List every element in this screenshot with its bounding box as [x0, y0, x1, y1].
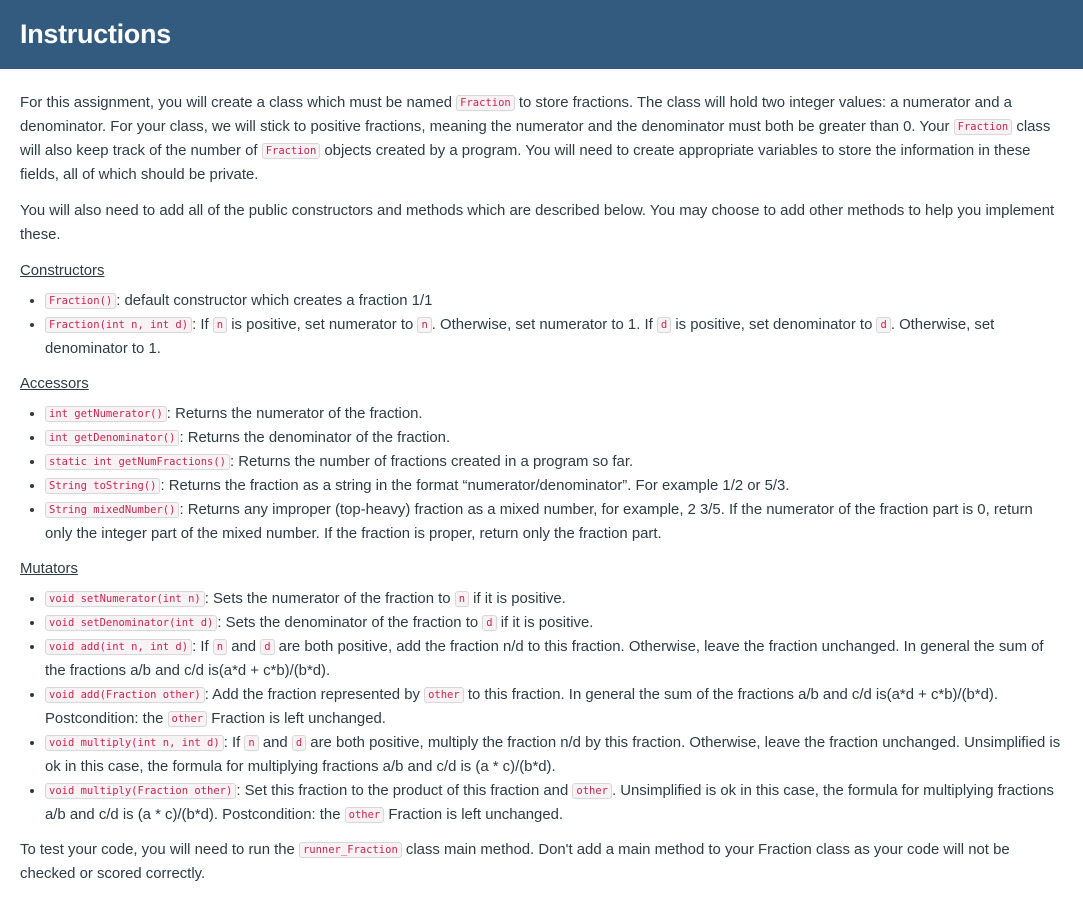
list-item: • void multiply(Fraction other) : Set this fraction to the product of this fraction and other . Unsimplified is ok in this case, the formula for multiplying fractions a/b and c/d is (a * c)/(b*d). Postcondition: the other Fraction is left unchanged. — [45, 779, 1063, 827]
inline-code: other — [572, 783, 612, 799]
list-item: • Fraction(int n, int d) : If n is positive, set numerator to n . Otherwise, set numerator to 1. If d is positive, set denominator to d . Otherwise, set denominator to 1. — [45, 313, 1063, 361]
list-item: • String toString() : Returns the fraction as a string in the format “numerator/denominator”. For example 1/2 or 5/3. — [45, 474, 1063, 498]
inline-code: String mixedNumber() — [45, 502, 179, 518]
inline-code: Fraction — [262, 143, 321, 159]
instructions-content — [0, 69, 1083, 886]
list-item: • void multiply(int n, int d) : If n and d are both positive, multiply the fraction n/d by this fraction. Otherwise, leave the fraction unchanged. Unsimplified is ok in this case, the formula for multiplying fractions a/b and c/d is (a * c)/(b*d). — [45, 731, 1063, 779]
list-item: • void setNumerator(int n) : Sets the numerator of the fraction to n if it is positive. — [45, 587, 1063, 611]
list-item: • int getDenominator() : Returns the denominator of the fraction. — [45, 426, 1063, 450]
inline-code: other — [345, 807, 385, 823]
inline-code: void setNumerator(int n) — [45, 591, 205, 607]
inline-code: Fraction() — [45, 293, 116, 309]
inline-code: d — [657, 317, 671, 333]
page-header — [0, 0, 1083, 69]
list-item: • void add(int n, int d) : If n and d are both positive, add the fraction n/d to this fraction. Otherwise, leave the fraction unchanged. In general the sum of the fractions a/b and c/d is(a*d + c*b)/(b*d). — [45, 635, 1063, 683]
list-item: • static int getNumFractions() : Returns the number of fractions created in a program so far. — [45, 450, 1063, 474]
inline-code: int getNumerator() — [45, 406, 167, 422]
intro-paragraph-2: You will also need to add all of the public constructors and methods which are described below. You may choose to add other methods to help you implement these. — [20, 203, 1055, 243]
inline-code: d — [876, 317, 890, 333]
inline-code: other — [424, 687, 464, 703]
list-item: • void setDenominator(int d) : Sets the denominator of the fraction to d if it is positive. — [45, 611, 1063, 635]
mutators-list — [20, 587, 1063, 827]
inline-code: n — [455, 591, 469, 607]
inline-code: d — [260, 639, 274, 655]
intro-paragraph: For this assignment, you will create a class which must be named Fraction to store fractions. The class will hold two integer values: a numerator and a denominator. For your class, we will stick to positive fractions, meaning the numerator and the denominator must both be greater than 0. Your Fraction class will also keep track of the number of Fraction objects created by a program. You will need to create appropriate variables to store the information in these fields, all of which should be private. — [20, 95, 1051, 183]
list-item: • String mixedNumber() : Returns any improper (top-heavy) fraction as a mixed number, for example, 2 3/5. If the numerator of the fraction part is 0, return only the integer part of the mixed number. If the fraction is proper, return only the fraction part. — [45, 498, 1063, 546]
constructors-list — [20, 289, 1063, 361]
inline-code: void add(Fraction other) — [45, 687, 205, 703]
accessors-heading: Accessors — [20, 376, 89, 392]
list-item: • int getNumerator() : Returns the numerator of the fraction. — [45, 402, 1063, 426]
inline-code: Fraction(int n, int d) — [45, 317, 192, 333]
inline-code: static int getNumFractions() — [45, 454, 230, 470]
list-item: • void add(Fraction other) : Add the fraction represented by other to this fraction. In general the sum of the fractions a/b and c/d is(a*d + c*b)/(b*d). Postcondition: the other Fraction is left unchanged. — [45, 683, 1063, 731]
inline-code: Fraction — [456, 95, 515, 111]
inline-code: int getDenominator() — [45, 430, 179, 446]
inline-code: n — [417, 317, 431, 333]
inline-code: n — [213, 639, 227, 655]
accessors-list — [20, 402, 1063, 546]
inline-code: runner_Fraction — [299, 842, 402, 858]
inline-code: void setDenominator(int d) — [45, 615, 217, 631]
list-item: • Fraction() : default constructor which creates a fraction 1/1 — [45, 289, 1063, 313]
inline-code: void multiply(int n, int d) — [45, 735, 224, 751]
inline-code: String toString() — [45, 478, 160, 494]
inline-code: other — [168, 711, 208, 727]
inline-code: d — [292, 735, 306, 751]
inline-code: void multiply(Fraction other) — [45, 783, 236, 799]
constructors-heading: Constructors — [20, 263, 105, 279]
page-title: Instructions — [20, 19, 171, 49]
inline-code: n — [244, 735, 258, 751]
inline-code: Fraction — [954, 119, 1013, 135]
inline-code: n — [213, 317, 227, 333]
mutators-heading: Mutators — [20, 561, 78, 577]
outro-paragraph: To test your code, you will need to run the runner_Fraction class main method. Don't add a main method to your Fraction class as your code will not be checked or scored correctly. — [20, 842, 1010, 882]
inline-code: d — [482, 615, 496, 631]
inline-code: void add(int n, int d) — [45, 639, 192, 655]
